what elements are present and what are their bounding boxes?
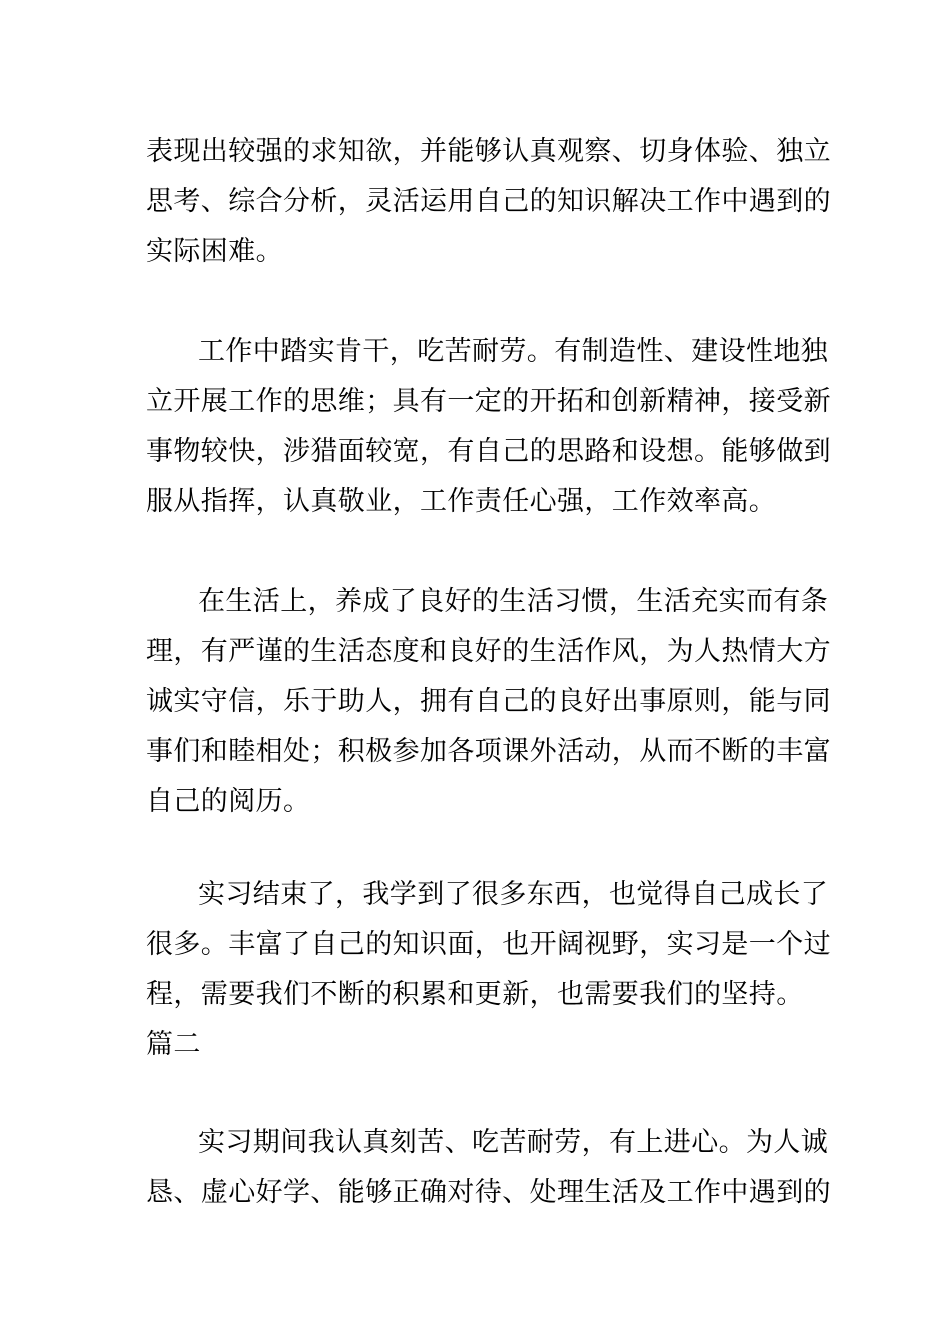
paragraph-3-line-3: 诚实守信，乐于助人，拥有自己的良好出事原则，能与同 [146, 686, 831, 717]
paragraph-4-line-3: 程，需要我们不断的积累和更新，也需要我们的坚持。 [146, 979, 804, 1010]
paragraph-3-line-5: 自己的阅历。 [146, 786, 311, 817]
paragraph-3-line-1: 在生活上，养成了良好的生活习惯，生活充实而有条 [198, 586, 829, 617]
paragraph-1-line-3: 实际困难。 [146, 236, 283, 267]
paragraph-2-line-1: 工作中踏实肯干，吃苦耐劳。有制造性、建设性地独 [198, 336, 829, 367]
paragraph-2-line-3: 事物较快，涉猎面较宽，有自己的思路和设想。能够做到 [146, 436, 831, 467]
paragraph-2-line-4: 服从指挥，认真敬业，工作责任心强，工作效率高。 [146, 486, 777, 517]
paragraph-4-line-1: 实习结束了，我学到了很多东西，也觉得自己成长了 [198, 879, 829, 910]
paragraph-3-line-4: 事们和睦相处；积极参加各项课外活动，从而不断的丰富 [146, 736, 831, 767]
paragraph-3-line-2: 理，有严谨的生活态度和良好的生活作风，为人热情大方 [146, 636, 831, 667]
paragraph-1-line-1: 表现出较强的求知欲，并能够认真观察、切身体验、独立 [146, 136, 831, 167]
paragraph-5-line-2: 恳、虚心好学、能够正确对待、处理生活及工作中遇到的 [146, 1177, 831, 1208]
paragraph-1-line-2: 思考、综合分析，灵活运用自己的知识解决工作中遇到的 [146, 186, 831, 217]
section-heading: 篇二 [146, 1029, 201, 1060]
paragraph-2-line-2: 立开展工作的思维；具有一定的开拓和创新精神，接受新 [146, 386, 831, 417]
paragraph-5-line-1: 实习期间我认真刻苦、吃苦耐劳，有上进心。为人诚 [198, 1127, 829, 1158]
paragraph-4-line-2: 很多。丰富了自己的知识面，也开阔视野，实习是一个过 [146, 929, 831, 960]
